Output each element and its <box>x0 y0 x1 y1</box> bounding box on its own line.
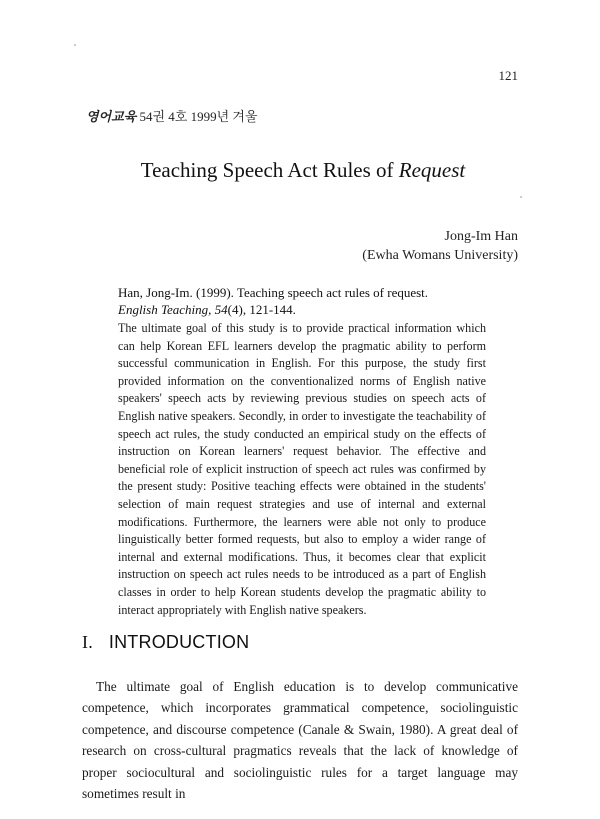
journal-name: 영어교육 <box>86 109 137 124</box>
journal-header <box>86 106 258 125</box>
article-title-main: Teaching Speech Act Rules of <box>140 158 399 182</box>
issue-info: 54권 4호 1999년 겨울 <box>136 109 258 124</box>
abstract: The ultimate goal of this study is to provide practical information which can help Korean EFL learners develop the pragmatic ability to perform successful communication in English. For this purpose, the study first provided information on the conventionalized norms of English native speakers' speech acts by reviewing previous studies on speech acts of English native speakers. Secondly, in order to investigate the teachability of speech act rules, the study conducted an empirical study on the effects of instruction on Korean learners' request behavior. The effective and beneficial role of explicit instruction of speech act rules was confirmed by the present study: Positive teaching effects were obtained in the students' selection of main request strategies and use of internal and external modifications. Furthermore, the learners were able not only to produce linguistically better formed requests, but also to employ a wider range of internal and external modifications. Thus, it becomes clear that explicit instruction on speech act rules needs to be introduced as a part of English classes in order to help Korean students develop the pragmatic ability to interact appropriately with English native speakers. <box>118 321 486 617</box>
scan-speck <box>74 44 76 46</box>
section-heading <box>82 632 249 653</box>
section-number: I. <box>82 632 93 652</box>
author-block <box>362 227 518 265</box>
article-title-emphasis: Request <box>398 158 466 182</box>
author-name: Jong-Im Han <box>444 229 518 244</box>
author-affiliation: (Ewha Womans University) <box>362 248 518 263</box>
citation <box>118 284 486 318</box>
introduction-paragraph: The ultimate goal of English education is to develop communicative competence, which incorporates grammatical competence, sociolinguistic competence, and discourse competence (Canale & Swain, 1980). A great deal of research on cross-cultural pragmatics reveals that the lack of knowledge of proper sociocultural and sociolinguistic rules for a target language may sometimes result in <box>82 679 518 802</box>
scan-speck <box>520 196 522 198</box>
article-title <box>0 158 600 183</box>
citation-rest: (4), 121-144. <box>227 302 296 317</box>
page-number: 121 <box>498 68 518 83</box>
citation-lead: Han, Jong-Im. (1999). Teaching speech act rules of request. <box>118 285 429 300</box>
section-title: INTRODUCTION <box>108 632 250 652</box>
citation-journal: English Teaching, 54 <box>118 302 228 317</box>
